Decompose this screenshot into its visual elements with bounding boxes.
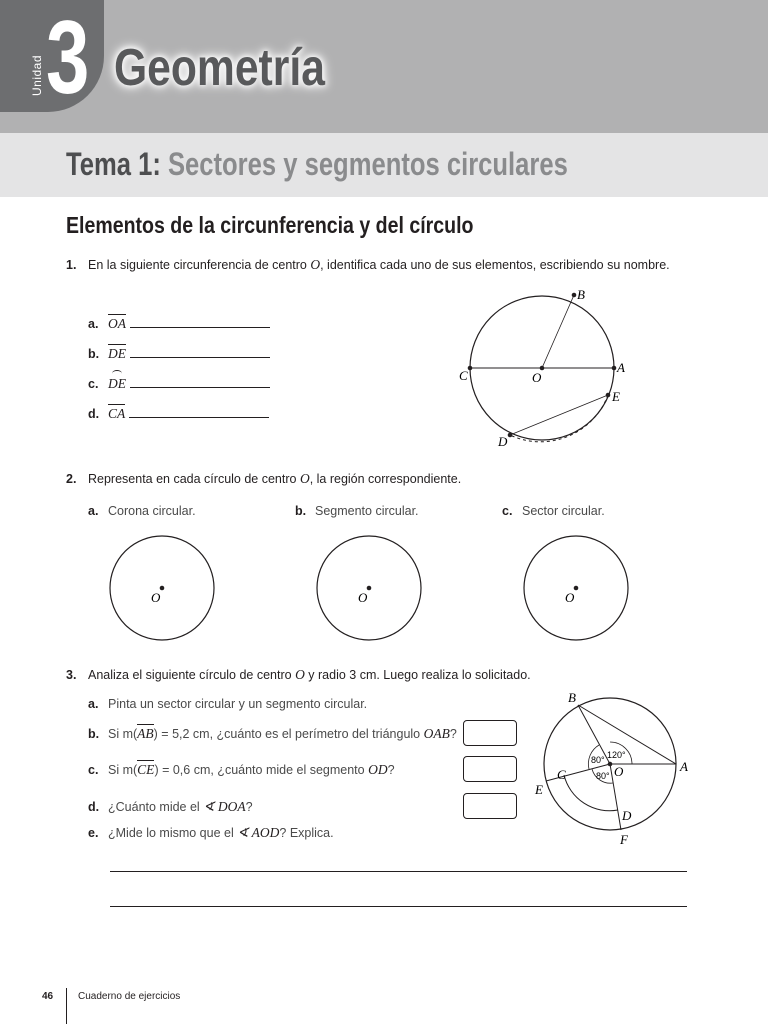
chord-de [510,395,608,435]
footer-text: Cuaderno de ejercicios [78,991,181,1002]
point-b [572,293,577,298]
footer-divider [66,988,67,1024]
answer-box-b[interactable] [463,720,517,746]
point-e [606,393,611,398]
q2-circle-b[interactable] [315,533,425,643]
angle-80-top-label: 80° [591,755,605,765]
q1-item-c: c. DE [88,377,270,391]
q1-item-a: a. OA [88,317,270,331]
angle-80-bottom-label: 80° [596,771,610,781]
label-d: D [498,434,508,449]
q1-item-b: b. DE [88,347,270,361]
radius-ob [542,295,574,368]
answer-line-e2[interactable] [110,906,687,907]
point-c [468,366,473,371]
q2-circle-c[interactable] [522,533,632,643]
unit-title: Geometría [114,39,325,97]
q2-part-c: c. Sector circular. [502,504,605,518]
label-e: E [535,782,543,797]
center-label: O [565,590,575,605]
point-a [612,366,617,371]
unit-label: Unidad [30,54,44,96]
answer-line[interactable] [130,386,270,388]
label-f: F [620,832,628,847]
q2-part-b: b. Segmento circular. [295,504,419,518]
arc-ce-d [564,775,618,811]
q2-statement: 2. Representa en cada círculo de centro O, la región correspondiente. [66,471,462,486]
label-b: B [577,287,585,302]
page-number: 46 [42,991,54,1002]
q2-circle-a[interactable] [108,533,218,643]
center-label: O [358,590,368,605]
label-a: A [680,759,688,774]
q1-figure [450,285,640,455]
label-c: C [459,368,468,383]
label-a: A [617,360,625,375]
center-label: O [151,590,161,605]
section-title: Elementos de la circunferencia y del círculo [66,212,474,238]
answer-line-e1[interactable] [110,871,687,872]
label-e: E [612,389,620,404]
answer-box-d[interactable] [463,793,517,819]
q3-item-c: c. Si m(CE) = 0,6 cm, ¿cuánto mide el segmento OD? [88,762,395,777]
q1-item-d: d. CA [88,407,269,421]
label-o: O [614,764,624,779]
angle-120-label: 120° [607,750,626,760]
q3-item-a: a. Pinta un sector circular y un segmento circular. [88,697,368,711]
q3-statement: 3. Analiza el siguiente círculo de centro O y radio 3 cm. Luego realiza lo solicitado. [66,667,531,682]
q3-item-d: d. ¿Cuánto mide el ∢ DOA? [88,799,253,814]
point-o [608,762,613,767]
tema-title: Tema 1: Sectores y segmentos circulares [66,146,568,182]
arc-mark [112,370,122,377]
point-d [508,433,513,438]
unit-number: 3 [46,0,88,116]
answer-box-c[interactable] [463,756,517,782]
q3-item-b: b. Si m(AB) = 5,2 cm, ¿cuánto es el perímetro del triángulo OAB? [88,726,457,741]
answer-line[interactable] [130,356,270,358]
label-c: C [557,767,566,782]
answer-line[interactable] [130,326,270,328]
q3-figure [530,686,700,851]
label-d: D [622,808,632,823]
q2-part-a: a. Corona circular. [88,504,196,518]
q1-statement: 1. En la siguiente circunferencia de centro O, identifica cada uno de sus elementos, escribiendo su nombre. [66,257,670,272]
answer-line[interactable] [129,416,269,418]
label-o: O [532,370,542,385]
label-b: B [568,690,576,705]
q3-item-e: e. ¿Mide lo mismo que el ∢ AOD? Explica. [88,825,334,840]
